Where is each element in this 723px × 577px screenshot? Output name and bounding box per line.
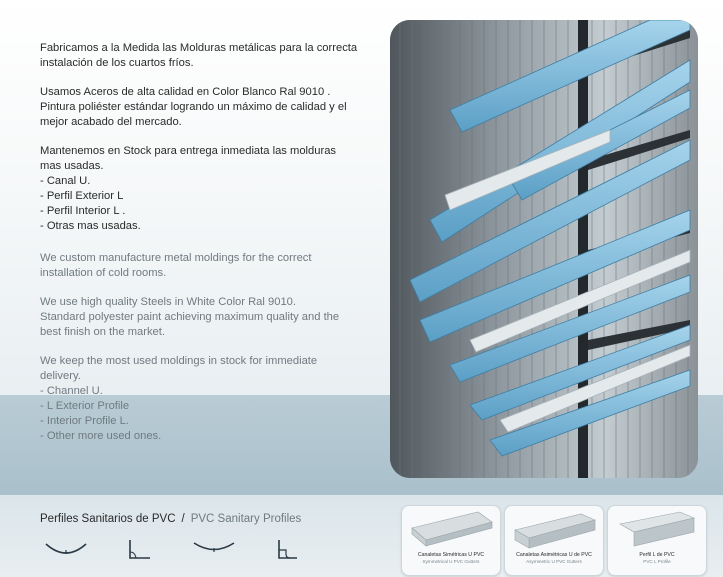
curved-gutter-profile-icon bbox=[44, 538, 88, 560]
product-card-symmetric-u[interactable] bbox=[401, 505, 501, 576]
list-item: - Perfil Interior L . bbox=[40, 205, 126, 217]
card-caption-english: PVC L Profile bbox=[643, 559, 671, 564]
pvc-title-english: PVC Sanitary Profiles bbox=[190, 513, 302, 525]
spanish-paragraph-2: Usamos Aceros de alta calidad en Color Blanco Ral 9010 . Pintura poliéster estándar logrando un máximo de calidad y el mejor acabado del mercado. bbox=[40, 86, 347, 128]
english-paragraph-1: We custom manufacture metal moldings for the correct installation of cold rooms. bbox=[40, 252, 312, 279]
moldings-rack-photo bbox=[390, 20, 698, 478]
list-item: - Canal U. bbox=[40, 175, 91, 187]
card-caption-english: Symmetrical U PVC Gutters bbox=[422, 559, 480, 564]
asymmetric-gutter-image bbox=[511, 510, 597, 550]
spanish-section bbox=[40, 41, 375, 234]
asymmetric-gutter-profile-icon bbox=[192, 538, 236, 558]
card-caption-spanish: Canaletas Asimétricas U de PVC bbox=[516, 552, 592, 558]
english-paragraph-2: We use high quality Steels in White Color Ral 9010. Standard polyester paint achieving maximum quality and the best finish on the market. bbox=[40, 296, 340, 338]
english-section bbox=[40, 251, 375, 444]
text-column bbox=[40, 41, 375, 461]
product-card-asymmetric-u[interactable] bbox=[504, 505, 604, 576]
pvc-section-title bbox=[40, 513, 301, 525]
list-item: - Otras mas usadas. bbox=[40, 220, 141, 232]
list-item: - Other more used ones. bbox=[40, 430, 162, 442]
l-profile-icon bbox=[126, 538, 152, 562]
spanish-list bbox=[40, 174, 375, 234]
pvc-title-spanish: Perfiles Sanitarios de PVC bbox=[40, 513, 176, 525]
title-separator: / bbox=[181, 513, 185, 525]
spanish-paragraph-1: Fabricamos a la Medida las Molduras metálicas para la correcta instalación de los cuartos fríos. bbox=[40, 42, 358, 69]
card-caption-spanish: Canaletas Simétricas U PVC bbox=[417, 552, 485, 558]
symmetric-gutter-image bbox=[408, 510, 494, 550]
list-item: - Channel U. bbox=[40, 385, 103, 397]
english-list bbox=[40, 384, 375, 444]
list-item: - L Exterior Profile bbox=[40, 400, 130, 412]
english-paragraph-3: We keep the most used moldings in stock for immediate delivery. bbox=[40, 355, 318, 382]
list-item: - Interior Profile L. bbox=[40, 415, 129, 427]
spanish-paragraph-3: Mantenemos en Stock para entrega inmediata las molduras mas usadas. bbox=[40, 145, 337, 172]
product-card-l-profile[interactable] bbox=[607, 505, 707, 576]
list-item: - Perfil Exterior L bbox=[40, 190, 124, 202]
card-caption-spanish: Perfil L de PVC bbox=[639, 552, 675, 558]
card-caption-english: Asymmetric U PVC Gutters bbox=[526, 559, 582, 564]
l-profile-image bbox=[614, 510, 700, 550]
stepped-profile-icon bbox=[276, 538, 300, 562]
